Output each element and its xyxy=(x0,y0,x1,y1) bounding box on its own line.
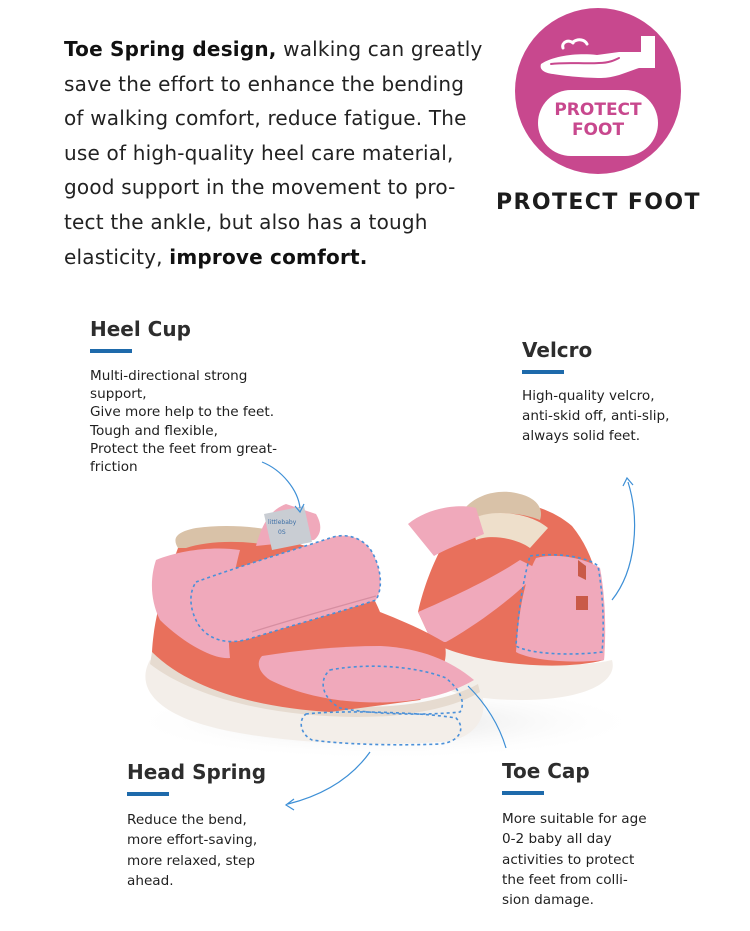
description-line: ahead. xyxy=(127,872,174,889)
intro-line: of walking comfort, reduce fatigue. The xyxy=(64,106,467,131)
description-line: more effort-saving, xyxy=(127,832,258,849)
feature-title: Heel Cup xyxy=(90,317,191,341)
feature-title: Toe Cap xyxy=(502,759,590,783)
description-line: Multi-directional strong xyxy=(90,368,248,384)
description-line: More suitable for age xyxy=(502,811,647,827)
feature-heel-cup xyxy=(90,317,277,476)
description-line: 0-2 baby all day xyxy=(502,831,612,848)
accent-bar xyxy=(522,370,564,374)
description-line: friction xyxy=(90,459,138,476)
feature-title: Head Spring xyxy=(127,760,267,784)
intro-line: save the effort to enhance the bending xyxy=(64,71,465,96)
feature-description xyxy=(127,810,266,891)
description-line: anti-skid off, anti-slip, xyxy=(522,408,670,425)
feature-velcro xyxy=(522,338,670,447)
intro-line: elasticity, improve comfort. xyxy=(64,244,368,269)
shoe-label-text: littlebaby xyxy=(268,519,297,526)
description-line: more relaxed, step xyxy=(127,852,255,869)
description-line: Reduce the bend, xyxy=(127,812,247,828)
accent-bar xyxy=(502,791,544,795)
feature-toe-cap xyxy=(502,759,647,910)
feature-description xyxy=(502,809,647,910)
description-line: activities to protect xyxy=(502,851,635,868)
feature-head-spring xyxy=(127,760,266,891)
intro-line: tect the ankle, but also has a tough xyxy=(64,209,428,234)
accent-bar xyxy=(90,349,132,353)
description-line: always solid feet. xyxy=(522,428,641,445)
feature-description xyxy=(90,367,277,476)
description-line: the feet from colli- xyxy=(502,871,628,888)
description-line: Tough and flexible, xyxy=(90,422,218,439)
intro-line: use of high-quality heel care material, xyxy=(64,140,454,165)
description-line: High-quality velcro, xyxy=(522,388,655,404)
protect-foot-title: PROTECT FOOT xyxy=(496,190,701,215)
shoe-label-size: 0S xyxy=(278,529,286,536)
intro-line: Toe Spring design, walking can greatly xyxy=(64,37,483,61)
feature-description xyxy=(522,386,670,447)
feature-title: Velcro xyxy=(522,338,593,362)
description-line: Give more help to the feet. xyxy=(90,404,275,421)
description-line: sion damage. xyxy=(502,892,594,909)
intro-line: good support in the movement to pro- xyxy=(64,175,456,200)
description-line: Protect the feet from great- xyxy=(90,440,277,457)
description-line: support, xyxy=(90,386,147,403)
badge-label: PROTECT FOOT xyxy=(554,100,642,140)
accent-bar xyxy=(127,792,169,796)
